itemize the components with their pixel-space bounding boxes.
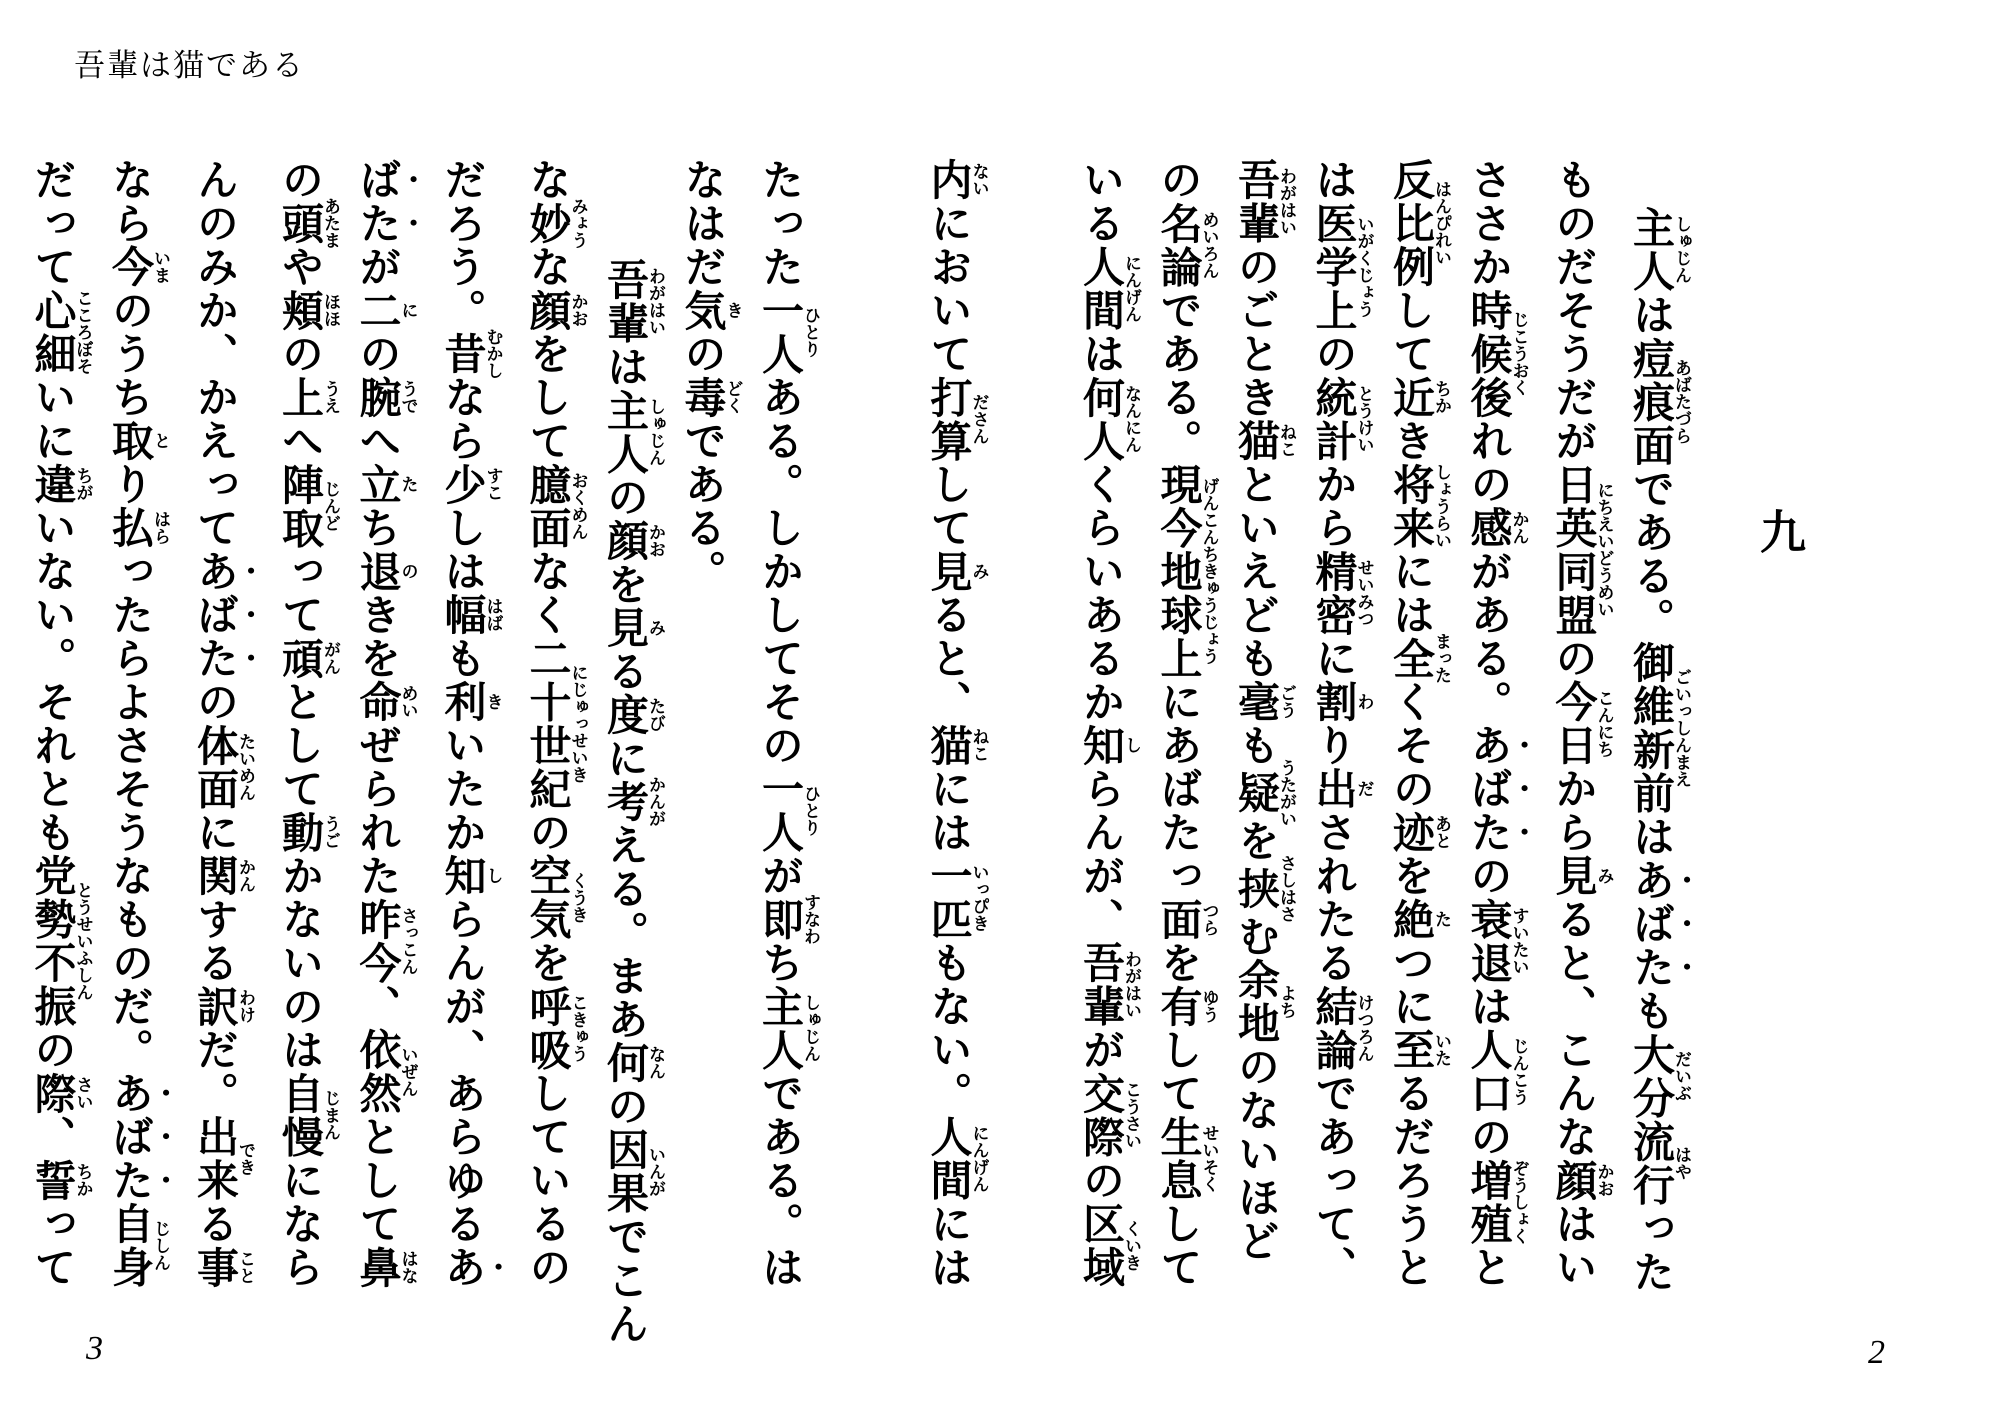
text-segment: になら <box>277 1158 324 1289</box>
ruby-text-segment: 妙みょう <box>524 197 588 249</box>
text-segment: も <box>439 636 487 680</box>
ruby-text-segment: 人間にんげん <box>1078 245 1141 332</box>
ruby-text-segment: 党勢不振とうせいふしん <box>29 854 93 1028</box>
ruby-text-segment: 毒どく <box>679 375 743 419</box>
text-segment: をして <box>524 332 572 463</box>
text-segment: の <box>1465 1115 1513 1159</box>
ruby-text-segment: 主人しゅじん <box>602 388 665 476</box>
text-segment: ものだそうだが <box>1550 158 1598 463</box>
running-head-title: 吾輩は猫である <box>74 48 305 83</box>
text-segment: なら <box>107 158 154 245</box>
text-segment: あばた <box>107 1071 154 1202</box>
ruby-text-segment: 考かんが <box>602 776 665 828</box>
text-segment: いる <box>1078 158 1125 245</box>
ruby-text-segment: 猫ねこ <box>1233 419 1296 463</box>
ruby-text-segment: 大分だいぶ <box>1628 1032 1691 1120</box>
text-segment: の <box>679 332 727 376</box>
text-segment: き <box>1388 419 1435 463</box>
text-segment: つに <box>1388 941 1435 1028</box>
page-number-right: 2 <box>1868 1334 1885 1371</box>
text-segment: から <box>1550 767 1598 854</box>
text-segment: しているの <box>524 1071 572 1289</box>
text-segment: は <box>1628 815 1675 859</box>
ruby-text-segment: 二に <box>354 288 418 332</box>
text-segment: る <box>192 1202 239 1246</box>
ruby-text-segment: 交際こうさい <box>1078 1071 1141 1159</box>
ruby-text-segment: 区域くいき <box>1078 1202 1141 1289</box>
ruby-text-segment: 今日こんにち <box>1550 680 1614 767</box>
text-segment: しは <box>439 506 487 593</box>
text-segment: あばた <box>1465 723 1513 854</box>
text-segment: が <box>1078 1028 1125 1072</box>
ruby-text-segment: 出だ <box>1310 767 1374 811</box>
ruby-text-segment: 訳わけ <box>192 984 255 1028</box>
ruby-text-segment: 違ちが <box>29 462 93 506</box>
ruby-text-segment: 日英同盟にちえいどうめい <box>1550 462 1614 637</box>
text-segment: なら <box>439 375 487 463</box>
ruby-text-segment: 吾輩わがはい <box>602 258 665 345</box>
text-segment: の <box>354 332 402 376</box>
text-segment: から <box>1310 462 1358 550</box>
ruby-text-segment: 全まった <box>1388 632 1451 684</box>
text-segment: あ <box>439 1245 487 1289</box>
text-segment: の <box>29 1028 77 1072</box>
ruby-text-segment: 余地よち <box>1233 958 1296 1045</box>
ruby-text-segment: 猫ねこ <box>925 723 989 767</box>
text-segment: ち <box>354 506 402 550</box>
text-segment: あばた <box>1628 858 1675 989</box>
text-segment: に <box>602 736 649 780</box>
text-column <box>1451 158 1536 1383</box>
text-segment: らんが、 <box>1078 767 1125 941</box>
text-segment: と <box>1465 1245 1513 1289</box>
ruby-text-segment: 関かん <box>192 854 255 898</box>
text-segment: も <box>1233 723 1280 767</box>
text-segment: んのみか、かえって <box>192 158 239 550</box>
ruby-text-segment: 面つら <box>1155 897 1219 941</box>
text-column <box>1613 158 1698 1383</box>
ruby-text-segment: 命めい <box>354 680 418 724</box>
text-segment: くその <box>1388 680 1435 811</box>
ruby-text-segment: 挟さしはさ <box>1233 854 1296 923</box>
text-segment: である。 <box>679 419 727 593</box>
page-number-left: 3 <box>86 1330 103 1367</box>
ruby-text-segment: 人口じんこう <box>1465 1028 1529 1115</box>
ruby-text-segment: 御維新前ごいっしんまえ <box>1628 641 1691 815</box>
ruby-text-segment: 少すこ <box>439 462 503 506</box>
ruby-text-segment: 事こと <box>192 1245 255 1289</box>
text-column <box>742 158 820 1383</box>
text-segment: の <box>192 680 239 724</box>
text-segment: える。まあ <box>602 823 649 1041</box>
text-segment: きを <box>354 593 402 680</box>
ruby-text-segment: 主人しゅじん <box>1628 206 1691 293</box>
ruby-text-segment: 二十世紀にじゅっせいき <box>524 636 588 811</box>
text-segment: る <box>602 649 649 693</box>
text-column <box>1063 158 1141 1383</box>
text-segment: の <box>1550 636 1598 680</box>
ruby-text-segment: 主人しゅじん <box>757 984 820 1072</box>
text-segment: も <box>1628 989 1675 1033</box>
ruby-text-segment: 空気くうき <box>524 854 588 941</box>
ruby-text-segment: 反比例はんぴれい <box>1388 158 1451 289</box>
text-column <box>1296 158 1374 1383</box>
text-segment: の <box>602 1084 649 1128</box>
ruby-text-segment: 有ゆう <box>1155 984 1219 1028</box>
ruby-text-segment: 即すなわ <box>757 893 820 945</box>
text-segment: む <box>1233 914 1280 958</box>
text-segment: ると、 <box>925 593 973 724</box>
text-segment: に <box>1310 636 1358 680</box>
text-segment: して <box>1388 288 1435 376</box>
ruby-text-segment: 見み <box>925 549 989 593</box>
text-segment: を <box>1155 941 1203 985</box>
text-segment: の <box>1310 332 1358 376</box>
ruby-text-segment: 一匹いっぴき <box>925 854 989 941</box>
text-segment: へ <box>354 419 402 463</box>
ruby-text-segment: 一人ひとり <box>757 288 820 376</box>
ruby-text-segment: 一人ひとり <box>757 767 820 854</box>
text-segment: ち <box>757 941 804 985</box>
ruby-text-segment: 出来でき <box>192 1115 255 1202</box>
chapter-heading: 九 <box>1754 508 1806 556</box>
text-segment: である。 <box>1628 467 1675 641</box>
text-column <box>177 158 262 1383</box>
text-segment: ささか <box>1465 158 1513 289</box>
ruby-text-segment: 感かん <box>1465 506 1529 550</box>
ruby-text-segment: 知し <box>439 854 503 898</box>
ruby-text-segment: 退の <box>354 549 418 593</box>
ruby-text-segment: 誓ちか <box>29 1158 93 1202</box>
ruby-text-segment: 流行はや <box>1628 1119 1691 1207</box>
text-segment: った <box>1628 1206 1675 1294</box>
text-segment: は <box>1465 984 1513 1028</box>
ruby-text-segment: 頭あたま <box>277 197 340 249</box>
text-segment: なく <box>524 549 572 637</box>
ruby-text-segment: 呼吸こきゅう <box>524 984 588 1072</box>
ruby-text-segment: 払はら <box>107 506 170 550</box>
text-segment: であって、 <box>1310 1071 1358 1289</box>
text-segment: して <box>925 462 973 550</box>
text-segment: だろう。 <box>439 158 487 332</box>
ruby-text-segment: 立た <box>354 462 418 506</box>
text-segment: の <box>277 332 324 376</box>
ruby-text-segment: 時候後じこうおく <box>1465 288 1529 419</box>
ruby-text-segment: 度たび <box>602 693 665 737</box>
text-segment: なはだ <box>679 158 727 289</box>
ruby-text-segment: 顔かお <box>602 519 665 563</box>
ruby-text-segment: 際さい <box>29 1071 93 1115</box>
ruby-text-segment: 上うえ <box>277 375 340 419</box>
text-segment: ある。しかしてその <box>757 375 804 767</box>
text-column <box>340 158 425 1383</box>
ruby-text-segment: 自慢じまん <box>277 1071 340 1159</box>
ruby-text-segment: 知し <box>1078 723 1141 767</box>
text-segment: を <box>524 941 572 985</box>
text-column <box>911 158 989 1383</box>
text-segment: るだろうと <box>1388 1071 1435 1289</box>
text-segment: を <box>1233 819 1280 863</box>
ruby-text-segment: 医学上いがくじょう <box>1310 201 1374 332</box>
text-column <box>510 158 588 1383</box>
ruby-text-segment: 今いま <box>107 245 170 289</box>
text-segment: たった <box>757 158 804 289</box>
text-segment: がある。 <box>1465 549 1513 724</box>
ruby-text-segment: 毫ごう <box>1233 680 1296 724</box>
ruby-text-segment: 心細こころぼそ <box>29 288 93 376</box>
ruby-text-segment: 頬ほほ <box>277 288 340 332</box>
text-segment: かないのは <box>277 854 324 1072</box>
text-segment: として <box>277 680 324 811</box>
text-segment: して <box>1155 1202 1203 1289</box>
ruby-text-segment: 何人なんにん <box>1078 375 1141 463</box>
text-column <box>1536 158 1614 1383</box>
ruby-text-segment: 動うご <box>277 810 340 854</box>
ruby-text-segment: 統計とうけい <box>1310 375 1374 463</box>
text-segment: いない。それとも <box>29 506 77 854</box>
text-column <box>1218 158 1296 1383</box>
text-segment: ばた <box>354 158 402 245</box>
text-segment: り <box>107 462 154 506</box>
text-segment: いに <box>29 375 77 463</box>
text-segment: や <box>277 245 324 289</box>
text-segment: ると、こんな <box>1550 897 1598 1159</box>
text-segment: において <box>925 201 973 376</box>
text-segment: あばた <box>192 549 239 680</box>
text-segment: は <box>1310 158 1358 202</box>
ruby-text-segment: 絶た <box>1388 897 1451 941</box>
left-page <box>15 158 989 1383</box>
text-segment: の <box>1155 158 1203 202</box>
text-segment: の <box>524 810 572 854</box>
ruby-text-segment: 何なん <box>602 1041 665 1085</box>
text-segment: のうち <box>107 288 154 419</box>
ruby-text-segment: 結論けつろん <box>1310 984 1374 1072</box>
text-column <box>92 158 177 1383</box>
ruby-text-segment: 頑がん <box>277 636 340 680</box>
text-column <box>1141 158 1219 1383</box>
text-segment: を <box>602 562 649 606</box>
text-segment: 、 <box>354 984 402 1028</box>
text-segment: は <box>602 345 649 389</box>
text-segment: でこん <box>602 1215 649 1346</box>
text-segment: れの <box>1465 419 1513 506</box>
ruby-text-segment: 近ちか <box>1388 375 1451 419</box>
text-segment: に <box>192 810 239 854</box>
ruby-text-segment: 幅はば <box>439 593 503 637</box>
ruby-text-segment: 増殖ぞうしょく <box>1465 1158 1529 1246</box>
text-segment: だ。 <box>192 1028 239 1115</box>
ruby-text-segment: 見み <box>1550 854 1614 898</box>
ruby-text-segment: 昨今さっこん <box>354 897 418 985</box>
ruby-text-segment: 吾輩わがはい <box>1078 941 1141 1028</box>
text-segment: り <box>1310 723 1358 767</box>
ruby-text-segment: 陣取じんど <box>277 462 340 550</box>
ruby-text-segment: 内ない <box>925 158 989 202</box>
text-segment: である。 <box>1155 288 1203 463</box>
text-segment: には <box>1388 549 1435 637</box>
ruby-text-segment: 体面たいめん <box>192 723 255 811</box>
ruby-text-segment: 痘痕面あばたづら <box>1628 336 1691 467</box>
text-segment: が <box>354 245 402 289</box>
text-column <box>665 158 743 1383</box>
ruby-text-segment: 鼻はな <box>354 1245 418 1289</box>
ruby-text-segment: 利き <box>439 680 503 724</box>
text-segment: として <box>354 1115 402 1246</box>
text-segment: を <box>1388 854 1435 898</box>
text-segment: の <box>602 475 649 519</box>
ruby-text-segment: 因果いんが <box>602 1128 665 1215</box>
text-segment: な <box>524 158 572 202</box>
ruby-text-segment: 名論めいろん <box>1155 201 1219 289</box>
ruby-text-segment: 昔むかし <box>439 328 503 380</box>
text-column <box>425 158 510 1383</box>
ruby-text-segment: 気き <box>679 288 743 332</box>
text-segment: ったらよさそうなものだ。 <box>107 549 154 1072</box>
text-segment: はい <box>1550 1202 1598 1289</box>
ruby-text-segment: 打算ださん <box>925 375 989 463</box>
ruby-text-segment: 腕うで <box>354 375 418 419</box>
ruby-text-segment: 自身じしん <box>107 1202 170 1289</box>
ruby-text-segment: 取と <box>107 419 170 463</box>
ruby-text-segment: 至いた <box>1388 1028 1451 1072</box>
ruby-text-segment: 顔かお <box>524 288 588 332</box>
ruby-text-segment: 人間にんげん <box>925 1115 989 1202</box>
text-segment: の <box>1078 1158 1125 1202</box>
text-segment: だって <box>29 158 77 289</box>
text-segment: のないほど <box>1233 1045 1280 1263</box>
ruby-text-segment: 疑うたがい <box>1233 759 1296 827</box>
text-segment: の <box>1465 854 1513 898</box>
ruby-text-segment: 精密せいみつ <box>1310 549 1374 637</box>
text-segment: くらいあるか <box>1078 462 1125 724</box>
ruby-text-segment: 臆面おくめん <box>524 462 588 550</box>
text-segment: は <box>1628 293 1675 337</box>
text-segment: して <box>1155 1028 1203 1115</box>
text-segment: する <box>192 897 239 985</box>
ruby-text-segment: 見み <box>602 606 665 650</box>
text-column <box>262 158 340 1383</box>
text-column <box>1373 158 1451 1383</box>
text-segment: にあばたっ <box>1155 680 1203 898</box>
text-segment: ぜられた <box>354 723 402 898</box>
ruby-text-segment: 衰退すいたい <box>1465 897 1529 985</box>
ruby-text-segment: 割わ <box>1310 680 1374 724</box>
text-segment: が <box>757 854 804 898</box>
text-segment: には <box>925 1202 973 1289</box>
text-column <box>15 158 93 1383</box>
text-segment: いたか <box>439 723 487 854</box>
text-segment: といえども <box>1233 462 1280 680</box>
text-segment: の <box>277 158 324 202</box>
text-segment: 、 <box>29 1115 77 1159</box>
ruby-text-segment: 現今地球上げんこんちきゅうじょう <box>1155 462 1219 680</box>
text-column <box>587 158 665 1383</box>
ruby-text-segment: 生息せいそく <box>1155 1115 1219 1202</box>
text-segment: のごとき <box>1233 245 1280 419</box>
text-segment: って <box>29 1202 77 1289</box>
text-segment: もない。 <box>925 941 973 1115</box>
text-segment: されたる <box>1310 810 1358 985</box>
text-segment: な <box>524 245 572 289</box>
text-segment: である。は <box>757 1071 804 1289</box>
text-segment: には <box>925 767 973 854</box>
ruby-text-segment: 依然いぜん <box>354 1028 418 1115</box>
text-segment: は <box>1078 332 1125 376</box>
text-segment: へ <box>277 419 324 463</box>
ruby-text-segment: 迹あと <box>1388 810 1451 854</box>
ruby-text-segment: 顔かお <box>1550 1158 1614 1202</box>
right-page <box>1063 158 1818 1383</box>
text-segment: って <box>277 549 324 637</box>
ruby-text-segment: 将来しょうらい <box>1388 462 1451 550</box>
ruby-text-segment: 吾輩わがはい <box>1233 158 1296 245</box>
text-segment: らんが、あらゆる <box>439 897 487 1246</box>
